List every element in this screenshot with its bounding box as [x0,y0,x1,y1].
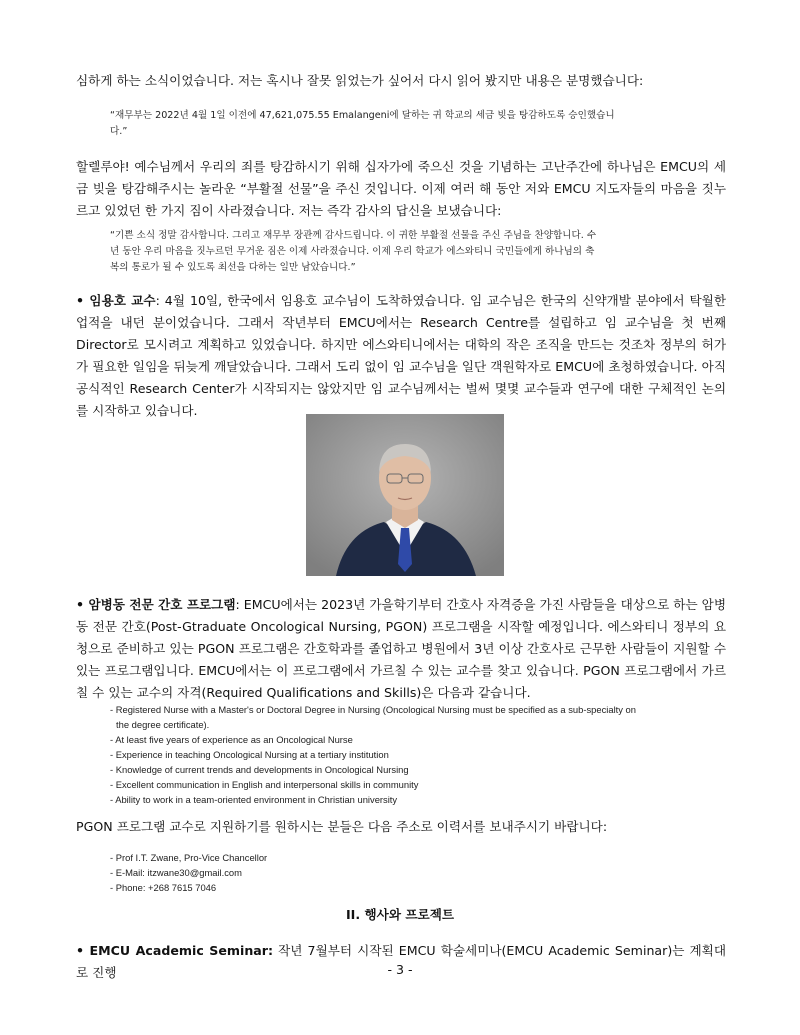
paragraph-intro: 심하게 하는 소식이었습니다. 저는 혹시나 잘못 읽었는가 싶어서 다시 읽어 봤지만 내용은 분명했습니다: [76,73,644,88]
list-item: - Experience in teaching Oncological Nursing at a tertiary institution [110,749,389,760]
paragraph-body: 작년 7월부터 시작된 EMCU 학술세미나(EMCU Academic Seminar)는 계획대로 진행 [76,943,726,980]
quote-line: 복의 통로가 될 수 있도록 최선을 다하는 일만 남았습니다.” [110,262,356,273]
list-item: - Registered Nurse with a Master's or Doctoral Degree in Nursing (Oncological Nursing must be specified as a sub-specialty on [110,704,636,715]
list-item: the degree certificate). [116,719,210,730]
paragraph-oncology-program [76,594,726,704]
page-number: - 3 - [387,962,413,977]
paragraph-hallelujah: 할렐루야! 예수님께서 우리의 죄를 탕감하시기 위해 십자가에 죽으신 것을 기념하는 고난주간에 하나님은 EMCU의 세금 빚을 탕감해주시는 놀라운 “부활절 선물”을 주신 것입니다. 이제 여러 해 동안 저와 EMCU 지도자들의 마음을 짓누르고 있었던 한 가지 짐이 사라졌습니다. 저는 즉각 감사의 답신을 보냈습니다: [76,159,726,218]
paragraph-professor-lim [76,290,726,422]
bullet-heading: • EMCU Academic Seminar: [76,943,274,958]
paragraph-body: : EMCU에서는 2023년 가을학기부터 간호사 자격증을 가진 사람들을 대상으로 하는 암병동 전문 간호(Post-Gtraduate Oncological Nursing, PGON) 프로그램을 시작할 예정입니다. 에스와티니 정부의 요청으로 준비하고 있는 PGON 프로그램은 간호학과를 졸업하고 병원에서 3년 이상 간호사로 근무한 사람들이 지원할 수 있는 프로그램입니다. EMCU에서는 이 프로그램에서 가르칠 수 있는 교수를 찾고 있습니다. PGON 프로그램에서 가르칠 수 있는 교수의 자격(Required Qualifications and Skills)은 다음과 같습니다. [76,597,726,700]
list-item: - Prof I.T. Zwane, Pro-Vice Chancellor [110,852,268,863]
portrait-photo [306,414,504,576]
portrait-illustration [306,414,504,576]
list-item: - Knowledge of current trends and developments in Oncological Nursing [110,764,409,775]
bullet-heading: • 임용호 교수 [76,293,156,308]
bullet-heading: • 암병동 전문 간호 프로그램 [76,597,236,612]
contact-list [110,850,710,895]
section-title: II. 행사와 프로젝트 [345,907,455,922]
list-item[interactable]: - E-Mail: itzwane30@gmail.com [110,867,242,878]
list-item: - Phone: +268 7615 7046 [110,882,217,893]
quote-line: “재무부는 2022년 4월 1일 이전에 47,621,075.55 Emalangeni에 달하는 귀 학교의 세금 빚을 탕감하도록 승인했습니 [110,110,615,121]
quote-reply [110,228,690,276]
list-item: - Ability to work in a team-oriented environment in Christian university [110,794,398,805]
quote-ministry [110,108,690,140]
quote-line: 다.” [110,126,128,137]
list-item: - Excellent communication in English and interpersonal skills in community [110,779,419,790]
paragraph-body: : 4월 10일, 한국에서 임용호 교수님이 도착하였습니다. 임 교수님은 한국의 신약개발 분야에서 탁월한 업적을 내던 분이었습니다. 그래서 작년부터 EMCU에서는 Research Centre를 설립하고 임 교수님을 첫 번째 Director로 모시려고 계획하고 있었습니다. 하지만 에스와티니에서는 대학의 작은 조직을 만드는 것조차 정부의 허가가 필요한 일임을 뒤늦게 깨달았습니다. 그래서 도리 없이 임 교수님을 일단 객원학자로 EMCU에 초청하였습니다. 아직 공식적인 Research Center가 시작되지는 않았지만 임 교수님께서는 벌써 몇몇 교수들과 연구에 대한 구체적인 논의를 시작하고 있습니다. [76,293,726,418]
paragraph-apply: PGON 프로그램 교수로 지원하기를 원하시는 분들은 다음 주소로 이력서를 보내주시기 바랍니다: [76,819,608,834]
quote-line: “기쁜 소식 정말 감사합니다. 그리고 재무부 장관께 감사드립니다. 이 귀한 부활절 선물을 주신 주님을 찬양합니다. 수 [110,230,597,241]
quote-line: 년 동안 우리 마음을 짓누르던 무거운 짐은 이제 사라졌습니다. 이제 우리 학교가 에스와티니 국민들에게 하나님의 축 [110,246,595,257]
list-item: - At least five years of experience as an Oncological Nurse [110,734,353,745]
qualifications-list [110,702,710,807]
